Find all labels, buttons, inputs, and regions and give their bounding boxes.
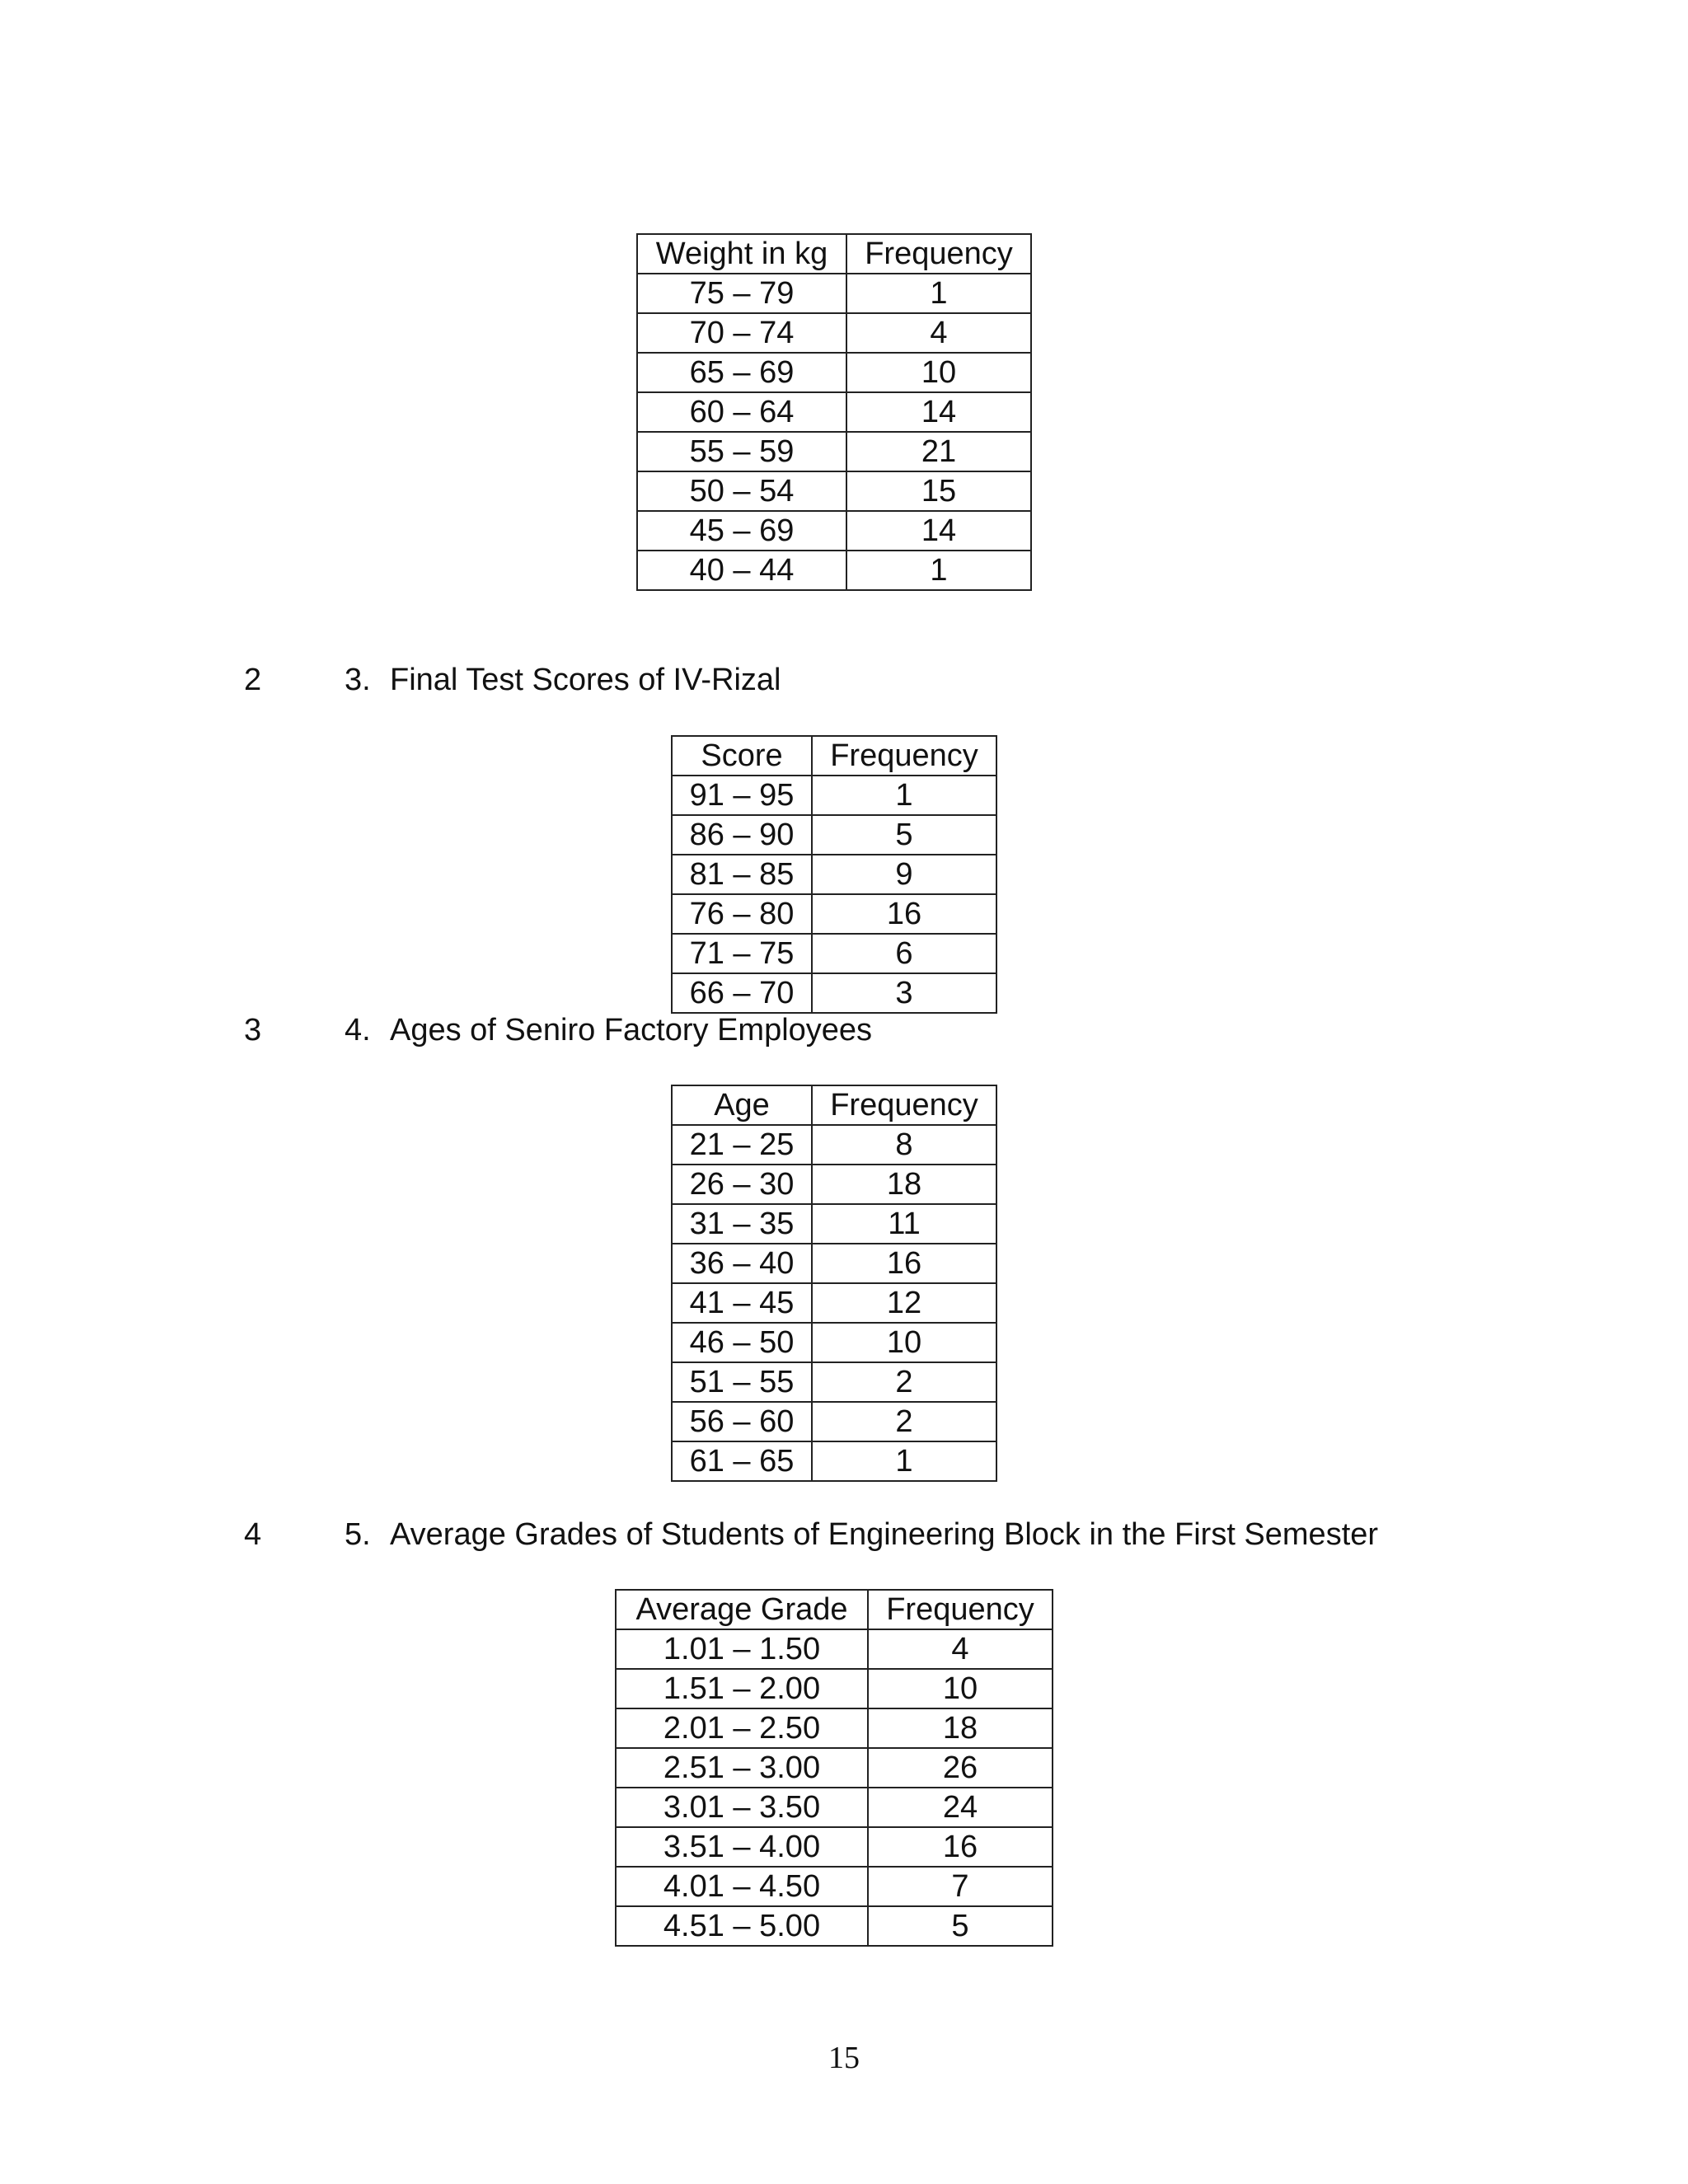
table-row	[637, 313, 1031, 353]
table-row	[637, 511, 1031, 551]
column-header: Frequency	[812, 1085, 996, 1125]
frequency-cell: 15	[846, 471, 1031, 511]
class-interval-cell: 51 – 55	[672, 1362, 812, 1402]
frequency-cell: 1	[812, 1441, 996, 1481]
margin-number: 3	[244, 1013, 262, 1047]
table-row	[672, 934, 996, 973]
age-frequency-table	[671, 1085, 997, 1482]
table-row	[672, 1125, 996, 1165]
table-row	[672, 776, 996, 815]
table-row	[616, 1788, 1053, 1827]
table-row	[616, 1748, 1053, 1788]
class-interval-cell: 40 – 44	[637, 551, 846, 590]
frequency-cell: 10	[846, 353, 1031, 392]
frequency-cell: 10	[812, 1323, 996, 1362]
class-interval-cell: 86 – 90	[672, 815, 812, 855]
class-interval-cell: 81 – 85	[672, 855, 812, 894]
frequency-cell: 6	[812, 934, 996, 973]
item-title: Average Grades of Students of Engineering Block in the First Semester	[390, 1517, 1379, 1552]
column-header: Frequency	[812, 736, 996, 776]
class-interval-cell: 26 – 30	[672, 1165, 812, 1204]
class-interval-cell: 76 – 80	[672, 894, 812, 934]
frequency-cell: 9	[812, 855, 996, 894]
frequency-cell: 11	[812, 1204, 996, 1244]
table-header-row	[616, 1590, 1053, 1629]
table-row	[672, 855, 996, 894]
frequency-cell: 1	[812, 776, 996, 815]
page-number: 15	[828, 2041, 860, 2075]
class-interval-cell: 31 – 35	[672, 1204, 812, 1244]
class-interval-cell: 91 – 95	[672, 776, 812, 815]
table-row	[616, 1708, 1053, 1748]
table-header-row	[672, 736, 996, 776]
class-interval-cell: 70 – 74	[637, 313, 846, 353]
table-row	[672, 1323, 996, 1362]
class-interval-cell: 60 – 64	[637, 392, 846, 432]
class-interval-cell: 21 – 25	[672, 1125, 812, 1165]
frequency-cell: 10	[868, 1669, 1053, 1708]
class-interval-cell: 36 – 40	[672, 1244, 812, 1283]
column-header: Average Grade	[616, 1590, 868, 1629]
score-frequency-table	[671, 735, 997, 1014]
average-grade-frequency-table	[615, 1589, 1053, 1947]
class-interval-cell: 1.01 – 1.50	[616, 1629, 868, 1669]
frequency-cell: 26	[868, 1748, 1053, 1788]
weight-frequency-table	[636, 233, 1032, 591]
frequency-cell: 5	[812, 815, 996, 855]
table-row	[672, 1362, 996, 1402]
frequency-cell: 3	[812, 973, 996, 1013]
table-row	[672, 1402, 996, 1441]
frequency-cell: 12	[812, 1283, 996, 1323]
table-row	[637, 551, 1031, 590]
item-title: Final Test Scores of IV-Rizal	[390, 663, 781, 697]
class-interval-cell: 45 – 69	[637, 511, 846, 551]
frequency-cell: 14	[846, 511, 1031, 551]
column-header: Weight in kg	[637, 234, 846, 274]
frequency-cell: 1	[846, 551, 1031, 590]
frequency-cell: 16	[812, 1244, 996, 1283]
table-row	[672, 1441, 996, 1481]
class-interval-cell: 56 – 60	[672, 1402, 812, 1441]
column-header: Frequency	[868, 1590, 1053, 1629]
frequency-cell: 5	[868, 1906, 1053, 1946]
class-interval-cell: 3.51 – 4.00	[616, 1827, 868, 1867]
class-interval-cell: 2.51 – 3.00	[616, 1748, 868, 1788]
class-interval-cell: 2.01 – 2.50	[616, 1708, 868, 1748]
class-interval-cell: 46 – 50	[672, 1323, 812, 1362]
frequency-cell: 16	[868, 1827, 1053, 1867]
column-header: Age	[672, 1085, 812, 1125]
frequency-cell: 4	[846, 313, 1031, 353]
item-title: Ages of Seniro Factory Employees	[390, 1013, 873, 1047]
frequency-cell: 1	[846, 274, 1031, 313]
frequency-cell: 4	[868, 1629, 1053, 1669]
column-header: Score	[672, 736, 812, 776]
table-row	[672, 1283, 996, 1323]
class-interval-cell: 4.51 – 5.00	[616, 1906, 868, 1946]
frequency-cell: 2	[812, 1402, 996, 1441]
frequency-cell: 21	[846, 432, 1031, 471]
table-row	[616, 1669, 1053, 1708]
frequency-cell: 2	[812, 1362, 996, 1402]
table-row	[672, 894, 996, 934]
class-interval-cell: 4.01 – 4.50	[616, 1867, 868, 1906]
class-interval-cell: 66 – 70	[672, 973, 812, 1013]
frequency-cell: 16	[812, 894, 996, 934]
table-row	[637, 274, 1031, 313]
table-row	[637, 471, 1031, 511]
table-header-row	[637, 234, 1031, 274]
item-number: 3.	[345, 663, 371, 697]
frequency-cell: 18	[868, 1708, 1053, 1748]
table-row	[637, 353, 1031, 392]
class-interval-cell: 1.51 – 2.00	[616, 1669, 868, 1708]
frequency-cell: 14	[846, 392, 1031, 432]
frequency-cell: 18	[812, 1165, 996, 1204]
table-row	[637, 392, 1031, 432]
class-interval-cell: 75 – 79	[637, 274, 846, 313]
margin-number: 4	[244, 1517, 262, 1552]
table-row	[672, 973, 996, 1013]
table-row	[616, 1629, 1053, 1669]
table-row	[672, 815, 996, 855]
table-row	[616, 1867, 1053, 1906]
class-interval-cell: 50 – 54	[637, 471, 846, 511]
class-interval-cell: 61 – 65	[672, 1441, 812, 1481]
column-header: Frequency	[846, 234, 1031, 274]
frequency-cell: 7	[868, 1867, 1053, 1906]
table-header-row	[672, 1085, 996, 1125]
table-row	[616, 1827, 1053, 1867]
class-interval-cell: 41 – 45	[672, 1283, 812, 1323]
frequency-cell: 24	[868, 1788, 1053, 1827]
table-row	[672, 1165, 996, 1204]
table-row	[672, 1244, 996, 1283]
class-interval-cell: 3.01 – 3.50	[616, 1788, 868, 1827]
frequency-cell: 8	[812, 1125, 996, 1165]
item-number: 5.	[345, 1517, 371, 1552]
class-interval-cell: 65 – 69	[637, 353, 846, 392]
margin-number: 2	[244, 663, 262, 697]
table-row	[672, 1204, 996, 1244]
class-interval-cell: 71 – 75	[672, 934, 812, 973]
item-number: 4.	[345, 1013, 371, 1047]
table-row	[637, 432, 1031, 471]
table-row	[616, 1906, 1053, 1946]
class-interval-cell: 55 – 59	[637, 432, 846, 471]
